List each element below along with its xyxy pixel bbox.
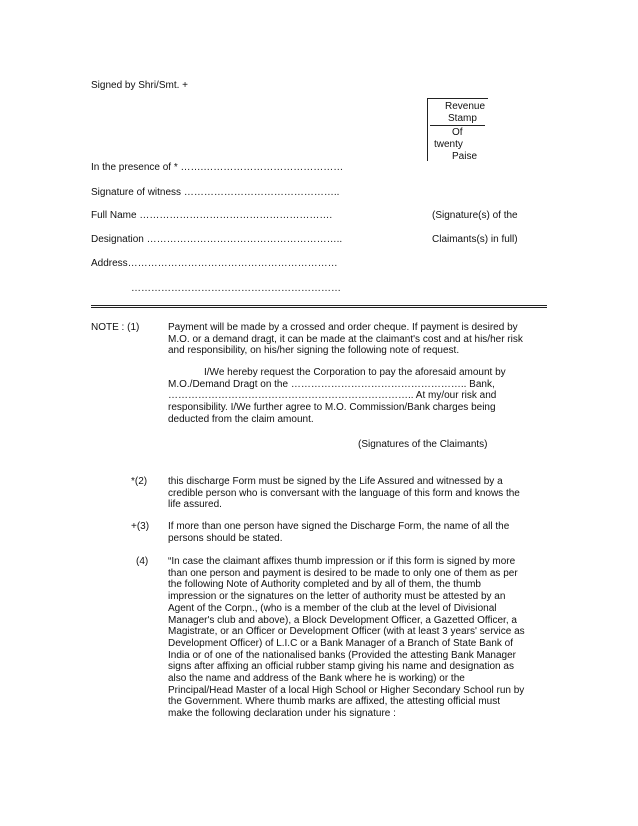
item-3-line: persons should be stated.: [168, 532, 283, 544]
item-3-paragraph: [168, 521, 548, 544]
stamp-text-3: Of: [452, 127, 463, 138]
note-1-line: and responsibility, on his/her signing the following note of request.: [168, 345, 460, 357]
item-4-line: than one person and payment is desired to be made to only one of them as per: [168, 567, 518, 579]
request-line: ……………………………………………………………….. At my/our risk and: [168, 390, 497, 402]
divider-line-bottom: [91, 307, 547, 308]
item-4-paragraph: [168, 556, 548, 720]
signed-by-line: Signed by Shri/Smt. +: [91, 80, 188, 91]
item-4-line: “In case the claimant affixes thumb impression or if this form is signed by more: [168, 556, 516, 567]
request-line: M.O./Demand Dragt on the …………………………………………….. Bank,: [168, 378, 495, 390]
item-4-label: (4): [136, 556, 149, 567]
designation-field: Designation …………………………………………………..: [91, 234, 343, 245]
stamp-text-5: Paise: [452, 151, 478, 162]
signature-of-the-label: (Signature(s) of the: [432, 210, 518, 221]
full-name-field: Full Name ………………………………………………….: [91, 210, 333, 221]
presence-field: In the presence of * …….……………………………………: [91, 162, 344, 173]
item-2-line: credible person who is conversant with the language of this form and knows the: [168, 487, 520, 499]
stamp-divider: [430, 125, 485, 126]
item-2-paragraph: [168, 476, 548, 511]
note-1-paragraph: [168, 322, 548, 357]
item-4-line: impression or the signatures on the letter of authority must be attested by an: [168, 591, 506, 603]
item-4-line: make the following declaration under his signature :: [168, 708, 396, 720]
revenue-stamp-box: [427, 98, 488, 161]
address-continuation-field: ………………………………………………………: [131, 283, 341, 294]
address-field: Address………………………………………………………: [91, 258, 338, 269]
item-4-line: Agent of the Corpn., (who is a member of the club at the level of Divisional: [168, 602, 497, 614]
request-line: deducted from the claim amount.: [168, 413, 314, 425]
item-4-line: Magistrate, or an Officer or Development Officer (with at least 3 years' service as: [168, 626, 525, 638]
item-4-line: Principal/Head Master of a local High School or Higher Secondary School run by: [168, 684, 525, 696]
item-2-line: life assured.: [168, 499, 222, 511]
item-4-line: Manager's club and above), a Block Development Officer, a Gazetted Officer, a: [168, 614, 517, 626]
item-4-line: Development Officer) of L.I.C or a Bank Manager of a Branch of State Bank of: [168, 637, 513, 649]
item-4-line: the following Note of Authority completed and by all of them, the thumb: [168, 579, 481, 591]
request-line: I/We hereby request the Corporation to pay the aforesaid amount by: [204, 367, 506, 378]
request-line: responsibility. I/We further agree to M.O. Commission/Bank charges being: [168, 402, 496, 414]
item-4-line: also the name and address of the Bank where he is working) or the: [168, 673, 465, 685]
request-paragraph: [168, 367, 548, 426]
item-3-label: +(3): [131, 521, 150, 532]
item-4-line: signs after affixing an official rubber stamp giving his name and designation as: [168, 661, 514, 673]
note-1-line: Payment will be made by a crossed and order cheque. If payment is desired by: [168, 322, 518, 333]
item-4-line: India or of one of the nationalised banks (Provided the attesting Bank Manager: [168, 649, 517, 661]
claimants-signature-label: (Signatures of the Claimants): [358, 439, 488, 450]
item-2-label: *(2): [131, 476, 148, 487]
note-label: NOTE : (1): [91, 322, 140, 333]
divider-line-top: [91, 305, 547, 306]
stamp-text-4: twenty: [434, 139, 463, 150]
item-3-line: If more than one person have signed the Discharge Form, the name of all the: [168, 521, 510, 532]
stamp-text-1: Revenue: [445, 101, 486, 112]
claimants-in-full-label: Claimants(s) in full): [432, 234, 518, 245]
item-2-line: this discharge Form must be signed by the Life Assured and witnessed by a: [168, 476, 503, 487]
stamp-text-2: Stamp: [448, 113, 477, 124]
witness-signature-field: Signature of witness ………………………………………..: [91, 187, 340, 198]
note-1-line: M.O. or a demand dragt, it can be made at the claimant's cost and at his/her risk: [168, 333, 523, 345]
item-4-line: the Government. Where thumb marks are affixed, the attesting official must: [168, 696, 501, 708]
